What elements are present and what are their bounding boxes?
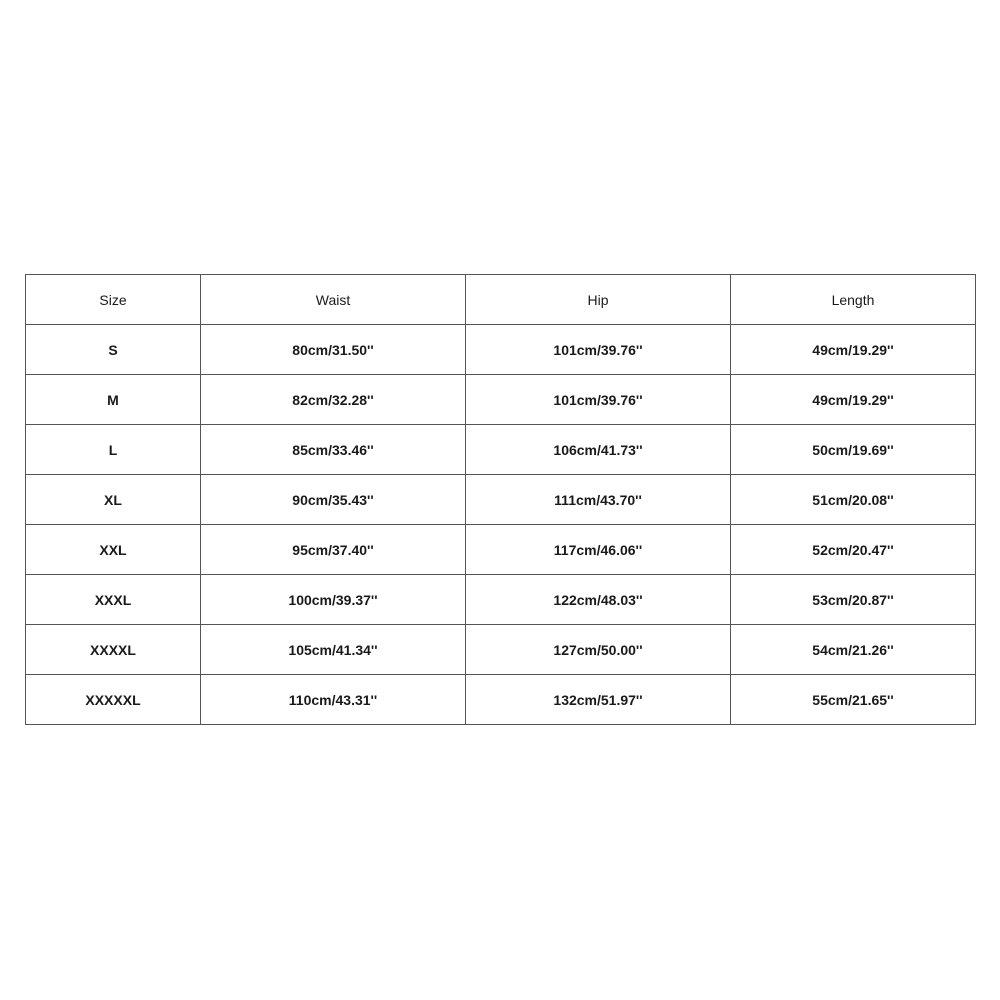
table-row — [26, 325, 976, 375]
size-chart-body — [26, 325, 976, 725]
header-size: Size — [26, 275, 201, 325]
table-row — [26, 475, 976, 525]
cell-length: 54cm/21.26'' — [731, 625, 976, 675]
cell-waist: 80cm/31.50'' — [201, 325, 466, 375]
table-row — [26, 525, 976, 575]
cell-size: L — [26, 425, 201, 475]
cell-size: XXXXXL — [26, 675, 201, 725]
cell-size: XXL — [26, 525, 201, 575]
size-chart-header — [26, 275, 976, 325]
cell-length: 55cm/21.65'' — [731, 675, 976, 725]
table-row — [26, 625, 976, 675]
cell-hip: 101cm/39.76'' — [466, 375, 731, 425]
cell-waist: 100cm/39.37'' — [201, 575, 466, 625]
size-chart-table — [25, 274, 976, 725]
cell-length: 51cm/20.08'' — [731, 475, 976, 525]
cell-hip: 122cm/48.03'' — [466, 575, 731, 625]
cell-waist: 90cm/35.43'' — [201, 475, 466, 525]
cell-hip: 127cm/50.00'' — [466, 625, 731, 675]
cell-size: XXXL — [26, 575, 201, 625]
cell-waist: 82cm/32.28'' — [201, 375, 466, 425]
cell-size: XL — [26, 475, 201, 525]
cell-hip: 101cm/39.76'' — [466, 325, 731, 375]
cell-size: XXXXL — [26, 625, 201, 675]
cell-length: 52cm/20.47'' — [731, 525, 976, 575]
cell-length: 53cm/20.87'' — [731, 575, 976, 625]
table-row — [26, 575, 976, 625]
table-row — [26, 425, 976, 475]
cell-waist: 85cm/33.46'' — [201, 425, 466, 475]
cell-hip: 111cm/43.70'' — [466, 475, 731, 525]
cell-size: M — [26, 375, 201, 425]
cell-size: S — [26, 325, 201, 375]
cell-hip: 117cm/46.06'' — [466, 525, 731, 575]
header-length: Length — [731, 275, 976, 325]
cell-waist: 110cm/43.31'' — [201, 675, 466, 725]
header-waist: Waist — [201, 275, 466, 325]
cell-waist: 105cm/41.34'' — [201, 625, 466, 675]
header-row — [26, 275, 976, 325]
cell-length: 49cm/19.29'' — [731, 375, 976, 425]
cell-waist: 95cm/37.40'' — [201, 525, 466, 575]
cell-length: 49cm/19.29'' — [731, 325, 976, 375]
cell-hip: 106cm/41.73'' — [466, 425, 731, 475]
table-row — [26, 675, 976, 725]
cell-length: 50cm/19.69'' — [731, 425, 976, 475]
table-row — [26, 375, 976, 425]
header-hip: Hip — [466, 275, 731, 325]
cell-hip: 132cm/51.97'' — [466, 675, 731, 725]
